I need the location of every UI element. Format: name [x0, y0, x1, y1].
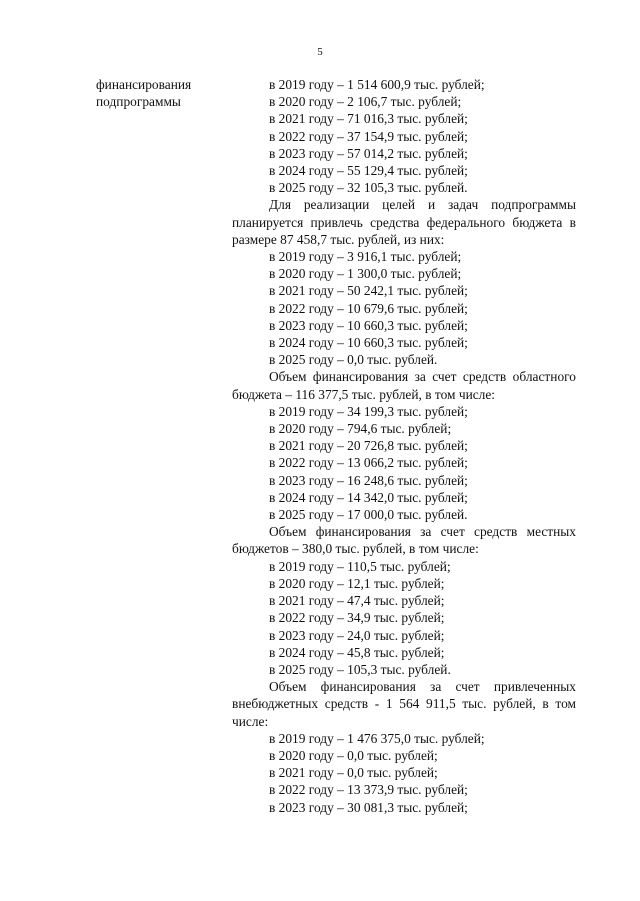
year-amount-line: в 2022 году – 13 066,2 тыс. рублей;: [269, 455, 468, 471]
financing-details: [232, 76, 576, 816]
year-amount-line: в 2024 году – 10 660,3 тыс. рублей;: [269, 335, 468, 351]
year-amount-line: в 2019 году – 3 916,1 тыс. рублей;: [269, 249, 462, 265]
year-amount-line: в 2024 году – 45,8 тыс. рублей;: [269, 644, 445, 660]
year-amount-line: в 2021 году – 0,0 тыс. рублей;: [269, 765, 438, 781]
year-amount-line: в 2025 году – 0,0 тыс. рублей.: [269, 352, 438, 368]
row-label-line: подпрограммы: [96, 94, 181, 110]
year-amount-line: в 2025 году – 17 000,0 тыс. рублей.: [269, 507, 468, 523]
year-amount-line: в 2019 году – 110,5 тыс. рублей;: [269, 558, 451, 574]
year-amount-line: в 2023 году – 16 248,6 тыс. рублей;: [269, 472, 468, 488]
year-amount-line: в 2023 году – 10 660,3 тыс. рублей;: [269, 317, 468, 333]
page-number: 5: [317, 46, 323, 58]
year-amount-line: в 2022 году – 10 679,6 тыс. рублей;: [269, 300, 468, 316]
year-amount-line: в 2020 году – 2 106,7 тыс. рублей;: [269, 94, 462, 110]
year-amount-line: в 2019 году – 1 476 375,0 тыс. рублей;: [269, 730, 485, 746]
row-label: [96, 76, 246, 110]
year-amount-line: в 2024 году – 14 342,0 тыс. рублей;: [269, 489, 468, 505]
year-amount-line: в 2022 году – 13 373,9 тыс. рублей;: [269, 782, 468, 798]
year-amount-line: в 2024 году – 55 129,4 тыс. рублей;: [269, 163, 468, 179]
year-amount-line: в 2025 году – 32 105,3 тыс. рублей.: [269, 180, 468, 196]
year-amount-line: в 2019 году – 34 199,3 тыс. рублей;: [269, 403, 468, 419]
year-amount-line: в 2022 году – 34,9 тыс. рублей;: [269, 610, 445, 626]
year-amount-line: в 2021 году – 50 242,1 тыс. рублей;: [269, 283, 468, 299]
year-amount-line: в 2020 году – 0,0 тыс. рублей;: [269, 747, 438, 763]
year-amount-line: в 2020 году – 12,1 тыс. рублей;: [269, 575, 445, 591]
year-amount-line: в 2021 году – 71 016,3 тыс. рублей;: [269, 111, 468, 127]
year-amount-line: в 2023 году – 30 081,3 тыс. рублей;: [269, 799, 468, 815]
paragraph: Объем финансирования за счет средств местных бюджетов – 380,0 тыс. рублей, в том числе:: [232, 524, 576, 557]
year-amount-line: в 2022 году – 37 154,9 тыс. рублей;: [269, 128, 468, 144]
row-label-line: финансирования: [96, 77, 192, 92]
year-amount-line: в 2023 году – 24,0 тыс. рублей;: [269, 627, 445, 643]
paragraph: Объем финансирования за счет средств областного бюджета – 116 377,5 тыс. рублей, в том числе:: [232, 369, 576, 402]
year-amount-line: в 2020 году – 1 300,0 тыс. рублей;: [269, 266, 462, 282]
year-amount-line: в 2019 году – 1 514 600,9 тыс. рублей;: [269, 77, 485, 92]
year-amount-line: в 2025 году – 105,3 тыс. рублей.: [269, 661, 451, 677]
paragraph: Для реализации целей и задач подпрограммы планируется привлечь средства федерального бюджета в размере 87 458,7 тыс. рублей, из них:: [232, 197, 576, 247]
paragraph: Объем финансирования за счет привлеченных внебюджетных средств - 1 564 911,5 тыс. рублей, в том числе:: [232, 679, 576, 729]
year-amount-line: в 2023 году – 57 014,2 тыс. рублей;: [269, 145, 468, 161]
year-amount-line: в 2021 году – 20 726,8 тыс. рублей;: [269, 438, 468, 454]
year-amount-line: в 2021 году – 47,4 тыс. рублей;: [269, 593, 445, 609]
year-amount-line: в 2020 году – 794,6 тыс. рублей;: [269, 421, 452, 437]
